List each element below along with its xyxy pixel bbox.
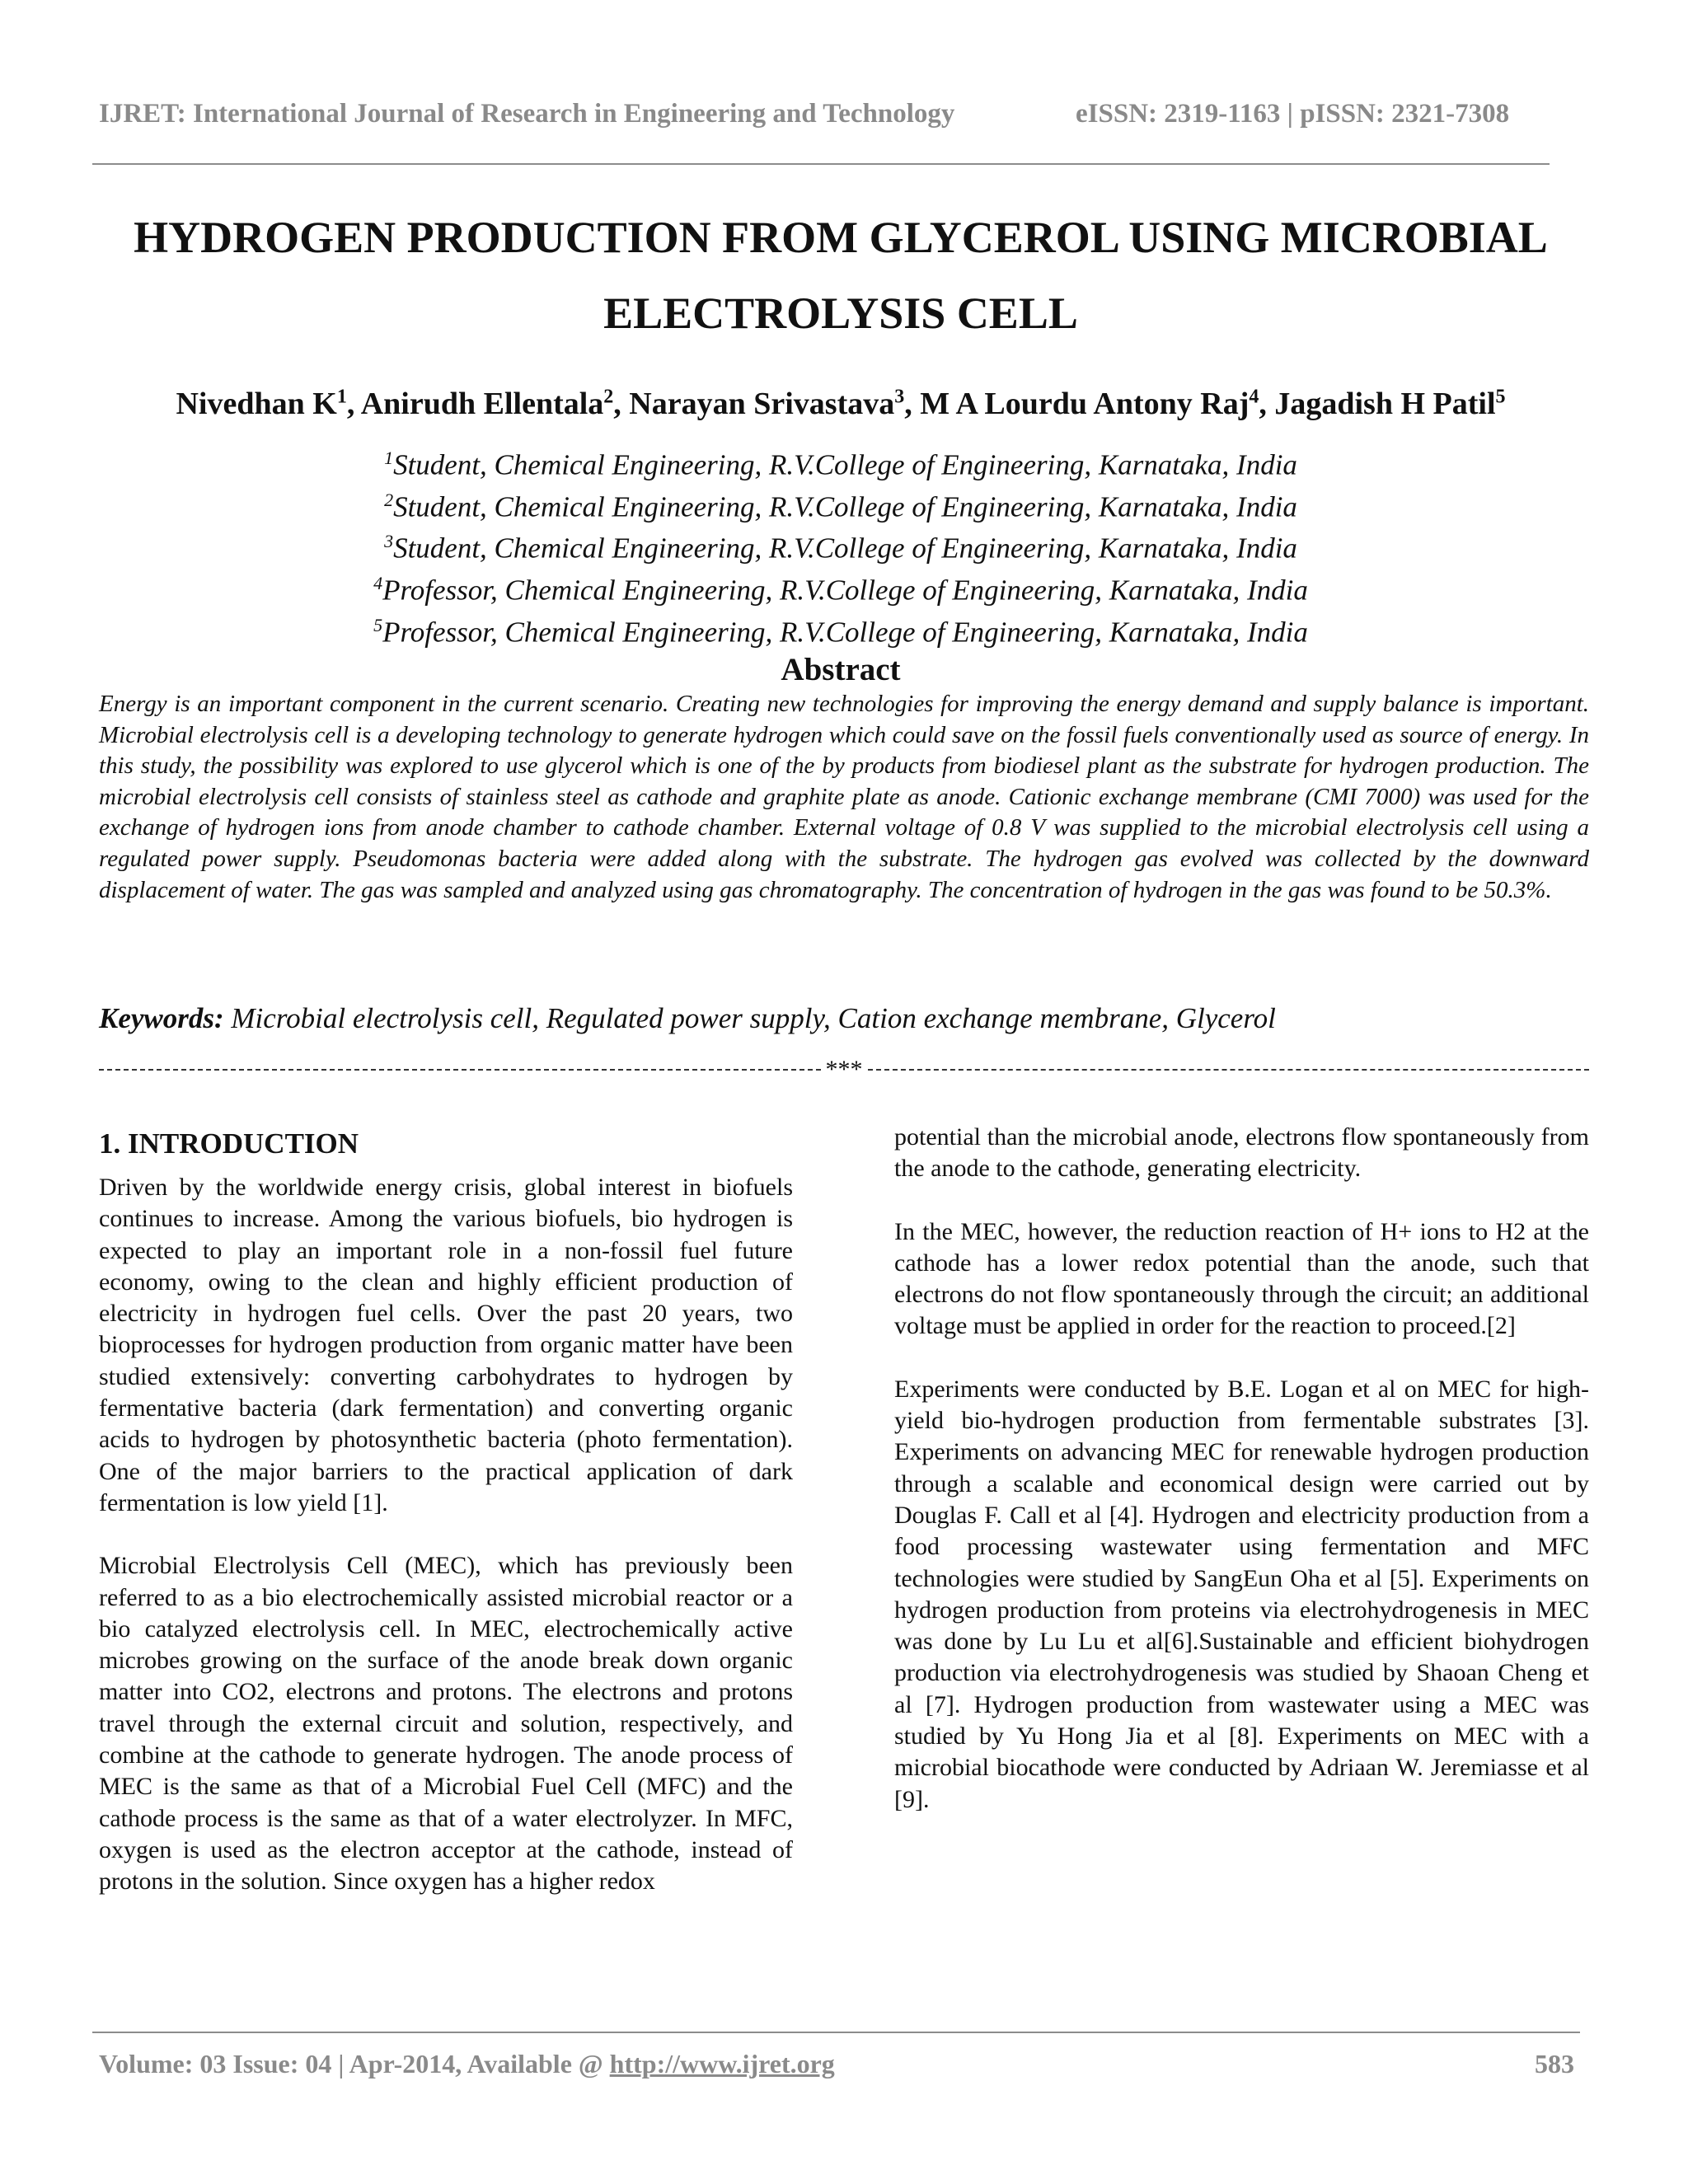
- author-name: Anirudh Ellentala: [360, 387, 604, 421]
- footer-divider: [92, 2032, 1580, 2033]
- author-name: Nivedhan K: [176, 387, 337, 421]
- abstract-heading: Abstract: [781, 652, 901, 687]
- affiliation-mark: 5: [373, 614, 383, 635]
- affiliation-mark: 1: [384, 448, 394, 468]
- affiliation-mark: 4: [373, 572, 383, 593]
- paragraph: In the MEC, however, the reduction reaction of H+ ions to H2 at the cathode has a lower redox potential than the anode, such that electrons do not flow spontaneously through the circuit; an additional voltage must be applied in order for the reaction to proceed.[2]: [894, 1217, 1589, 1340]
- author-affiliation-mark: 3: [894, 386, 905, 408]
- author-separator: ,: [1259, 387, 1275, 421]
- affiliation-mark: 2: [384, 489, 394, 510]
- journal-link[interactable]: http://www.ijret.org: [609, 2049, 835, 2079]
- author-separator: ,: [904, 387, 921, 421]
- affiliation-line: [82, 608, 1599, 650]
- author-affiliation-mark: 2: [603, 386, 614, 408]
- affiliation-line: [82, 524, 1599, 566]
- affiliation-line: [82, 566, 1599, 608]
- affiliation-text: Student, Chemical Engineering, R.V.College of Engineering, Karnataka, India: [393, 490, 1297, 523]
- affiliation-mark: 3: [384, 531, 394, 552]
- affiliation-text: Student, Chemical Engineering, R.V.College of Engineering, Karnataka, India: [393, 532, 1297, 565]
- affiliation-line: [82, 441, 1599, 483]
- author-separator: ,: [613, 387, 630, 421]
- left-column: [99, 1172, 793, 1898]
- keywords-label: Keywords:: [99, 1002, 224, 1034]
- separator-dashes-left: [99, 1069, 821, 1071]
- right-column: [894, 1122, 1589, 1816]
- keywords: [99, 1002, 1589, 1035]
- issn-header: eISSN: 2319-1163 | pISSN: 2321-7308: [1076, 99, 1510, 129]
- affiliation-list: [82, 441, 1599, 649]
- footer-volume: Volume: 03 Issue: 04 | Apr-2014, Available @: [99, 2049, 610, 2079]
- separator-stars: ***: [825, 1056, 863, 1083]
- paragraph: Experiments were conducted by B.E. Logan et al on MEC for high-yield bio-hydrogen production from fermentable substrates [3]. Experiments on advancing MEC for renewable hydrogen production through a scalable and economical design were carried out by Douglas F. Call et al [4]. Hydrogen and electricity production from a food processing wastewater using fermentation and MFC technologies were studied by SangEun Oha et al [5]. Experiments on hydrogen production from proteins via electrohydrogenesis in MEC was done by Lu Lu et al[6].Sustainable and efficient biohydrogen production via electrohydrogenesis was studied by Shaoan Cheng et al [7]. Hydrogen production from wastewater using a MEC was studied by Yu Hong Jia et al [8]. Experiments on MEC with a microbial biocathode were conducted by Adriaan W. Jeremiasse et al [9].: [894, 1375, 1589, 1813]
- keywords-text: Microbial electrolysis cell, Regulated power supply, Cation exchange membrane, Glycerol: [223, 1002, 1276, 1034]
- paper-title: [82, 199, 1599, 351]
- author-name: M A Lourdu Antony Raj: [920, 387, 1250, 421]
- author-affiliation-mark: 5: [1495, 386, 1506, 408]
- affiliation-text: Student, Chemical Engineering, R.V.College of Engineering, Karnataka, India: [393, 448, 1297, 481]
- title-line-2: ELECTROLYSIS CELL: [603, 288, 1078, 338]
- author-affiliation-mark: 1: [336, 386, 347, 408]
- separator-dashes-right: [868, 1069, 1590, 1071]
- header-divider: [92, 163, 1550, 165]
- affiliation-text: Professor, Chemical Engineering, R.V.College of Engineering, Karnataka, India: [382, 574, 1308, 607]
- author-affiliation-mark: 4: [1249, 386, 1259, 408]
- section-separator: [99, 1053, 1589, 1086]
- author-list: [82, 386, 1599, 422]
- affiliation-text: Professor, Chemical Engineering, R.V.College of Engineering, Karnataka, India: [382, 616, 1308, 649]
- section-heading: 1. INTRODUCTION: [99, 1127, 359, 1160]
- paragraph: potential than the microbial anode, electrons flow spontaneously from the anode to the cathode, generating electricity.: [894, 1123, 1589, 1183]
- affiliation-line: [82, 483, 1599, 525]
- author-name: Jagadish H Patil: [1274, 387, 1496, 421]
- journal-header: IJRET: International Journal of Research in Engineering and Technology: [99, 99, 955, 129]
- page-number: 583: [1535, 2049, 1574, 2079]
- title-line-1: HYDROGEN PRODUCTION FROM GLYCEROL USING MICROBIAL: [134, 213, 1548, 262]
- author-name: Narayan Srivastava: [629, 387, 895, 421]
- abstract-text: Energy is an important component in the current scenario. Creating new technologies for improving the energy demand and supply balance is important. Microbial electrolysis cell is a developing technology to generate hydrogen which could save on the fossil fuels conventionally used as source of energy. In this study, the possibility was explored to use glycerol which is one of the by products from biodiesel plant as the substrate for hydrogen production. The microbial electrolysis cell consists of stainless steel as cathode and graphite plate as anode. Cationic exchange membrane (CMI 7000) was used for the exchange of hydrogen ions from anode chamber to cathode chamber. External voltage of 0.8 V was supplied to the microbial electrolysis cell using a regulated power supply. Pseudomonas bacteria were added along with the substrate. The hydrogen gas evolved was collected by the downward displacement of water. The gas was sampled and analyzed using gas chromatography. The concentration of hydrogen in the gas was found to be 50.3%.: [99, 691, 1589, 903]
- paragraph: Microbial Electrolysis Cell (MEC), which has previously been referred to as a bio electrochemically assisted microbial reactor or a bio catalyzed electrolysis cell. In MEC, electrochemically active microbes growing on the surface of the anode break down organic matter into CO2, electrons and protons. The electrons and protons travel through the external circuit and solution, respectively, and combine at the cathode to generate hydrogen. The anode process of MEC is the same as that of a Microbial Fuel Cell (MFC) and the cathode process is the same as that of a water electrolyzer. In MFC, oxygen is used as the electron acceptor at the cathode, instead of protons in the solution. Since oxygen has a higher redox: [99, 1552, 793, 1896]
- footer-info: [99, 2049, 835, 2079]
- author-separator: ,: [346, 387, 361, 421]
- paragraph: Driven by the worldwide energy crisis, global interest in biofuels continues to increase. Among the various biofuels, bio hydrogen is expected to play an important role in a non-fossil fuel future economy, owing to the clean and highly efficient production of electricity in hydrogen fuel cells. Over the past 20 years, two bioprocesses for hydrogen production from organic matter have been studied extensively: converting carbohydrates to hydrogen by fermentative bacteria (dark fermentation) and converting organic acids to hydrogen by photosynthetic bacteria (photo fermentation). One of the major barriers to the practical application of dark fermentation is low yield [1].: [99, 1174, 793, 1516]
